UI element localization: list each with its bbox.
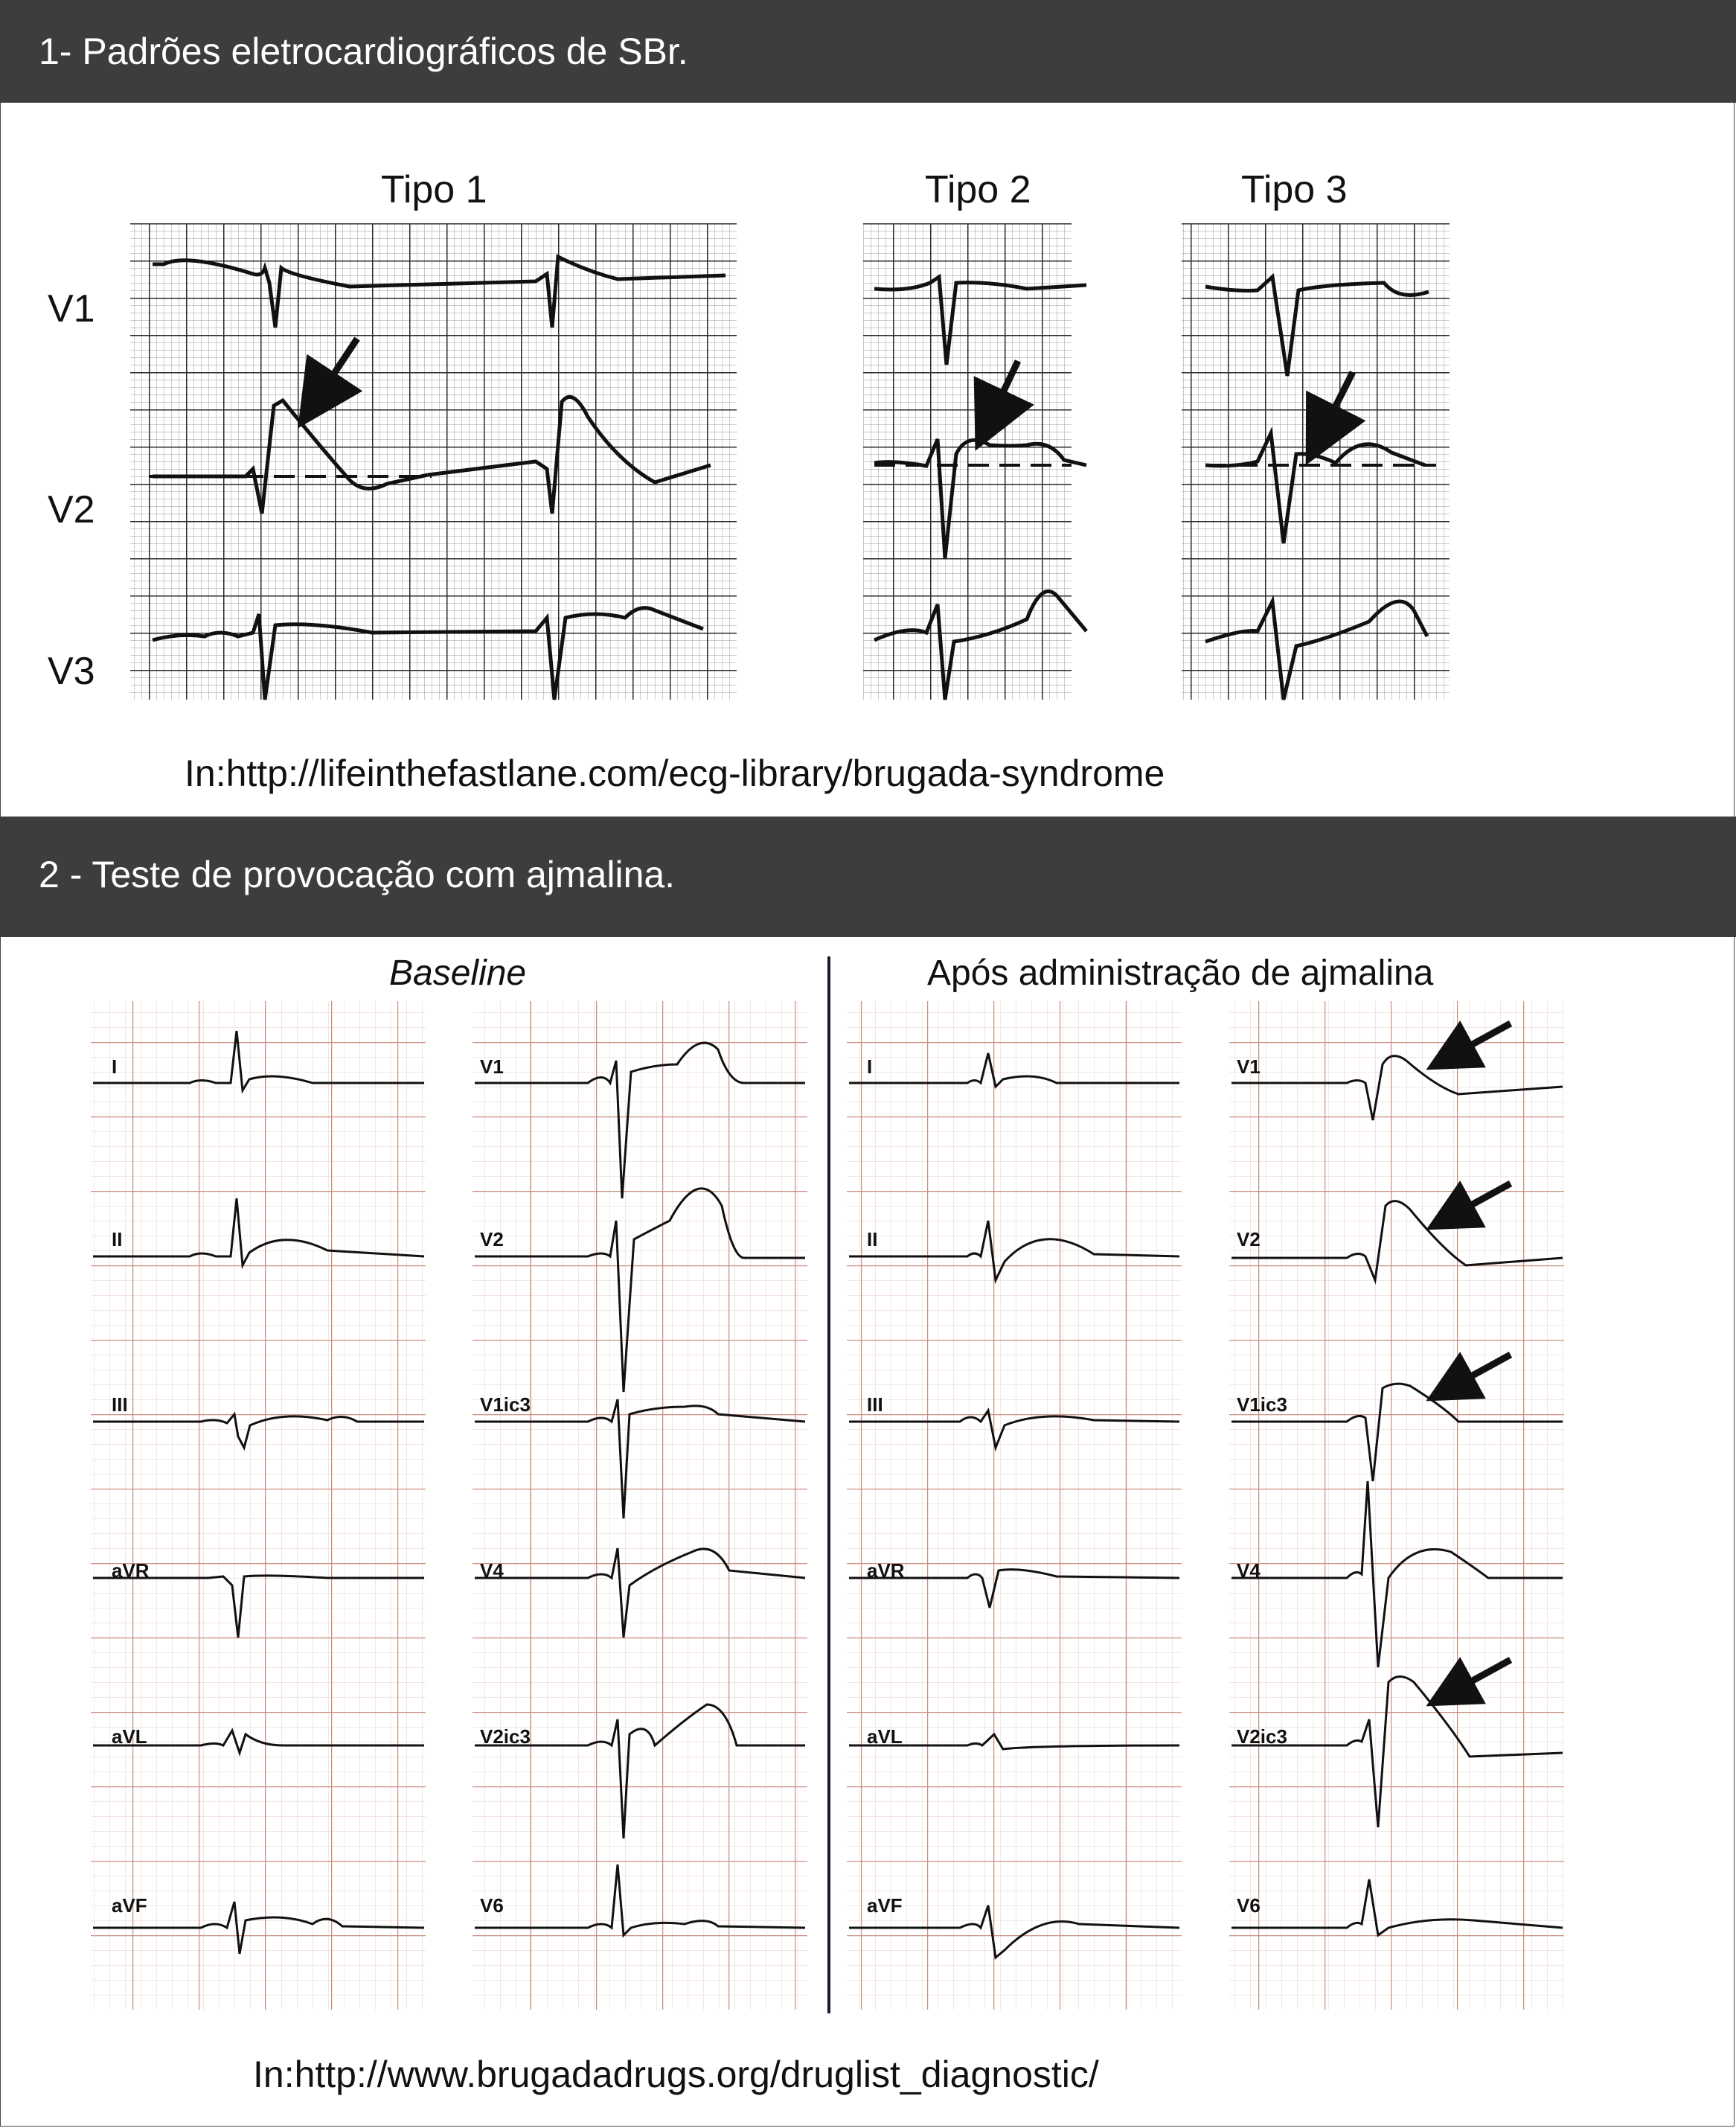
tipo-2-label: Tipo 2 [925,168,1031,211]
bl-lead-v1ic3: V1ic3 [480,1393,531,1416]
baseline-title: Baseline [389,953,527,993]
aj-lead-v1: V1 [1237,1055,1261,1078]
aj-lead-v6: V6 [1237,1894,1261,1917]
section-1-source: In:http://lifeinthefastlane.com/ecg-library/brugada-syndrome [185,753,1165,794]
section-2-header: 2 - Teste de provocação com ajmalina. [0,817,1736,937]
after-ajmaline-title: Após administração de ajmalina [927,953,1434,993]
bl-lead-avl: aVL [112,1725,147,1748]
aj-lead-avl: aVL [867,1725,903,1748]
tipo-1-label: Tipo 1 [381,168,487,211]
baseline-limb-panel [91,1001,426,2010]
aj-lead-i: I [867,1055,873,1078]
aj-lead-v2: V2 [1237,1228,1261,1250]
bl-lead-iii: III [112,1393,128,1416]
bl-lead-v4: V4 [480,1559,504,1582]
lead-v2-label: V2 [48,488,95,531]
bl-lead-v2ic3: V2ic3 [480,1725,531,1748]
bl-lead-i: I [112,1055,118,1078]
section-2-source: In:http://www.brugadadrugs.org/druglist_diagnostic/ [253,2054,1099,2095]
aj-lead-ii: II [867,1228,878,1250]
bl-lead-ii: II [112,1228,123,1250]
aj-lead-v4: V4 [1237,1559,1261,1582]
after-limb-panel [847,1001,1182,2010]
bl-lead-v6: V6 [480,1894,504,1917]
bl-lead-avr: aVR [112,1559,150,1582]
lead-v3-label: V3 [48,650,95,693]
after-chest-panel [1229,1001,1564,2010]
aj-lead-avf: aVF [867,1894,903,1917]
tipo-3-label: Tipo 3 [1241,168,1348,211]
aj-lead-avr: aVR [867,1559,905,1582]
aj-lead-v1ic3: V1ic3 [1237,1393,1287,1416]
bl-lead-v1: V1 [480,1055,504,1078]
lead-v1-label: V1 [48,287,95,330]
baseline-chest-panel [473,1001,807,2010]
bl-lead-v2: V2 [480,1228,504,1250]
aj-lead-v2ic3: V2ic3 [1237,1725,1287,1748]
aj-lead-iii: III [867,1393,883,1416]
bl-lead-avf: aVF [112,1894,147,1917]
section-1-header: 1- Padrões eletrocardiográficos de SBr. [0,0,1736,103]
